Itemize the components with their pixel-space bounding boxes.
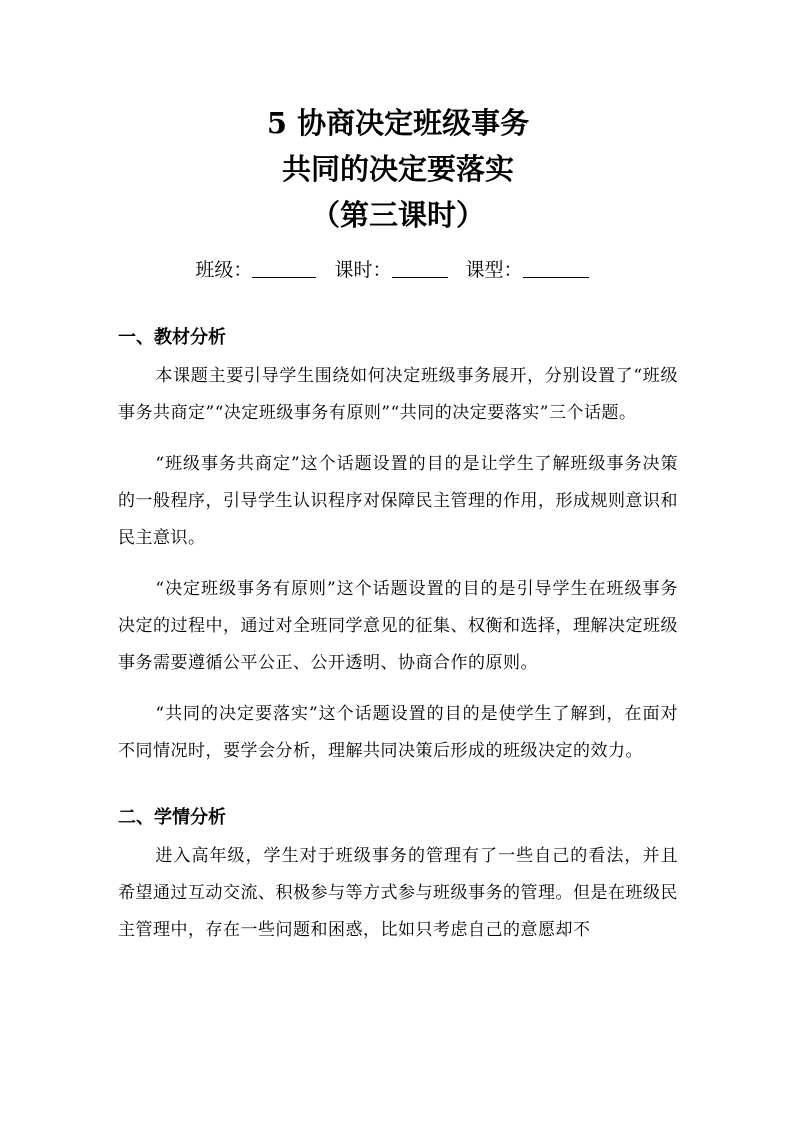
meta-info-line — [118, 256, 678, 284]
paragraph: “共同的决定要落实”这个话题设置的目的是使学生了解到，在面对不同情况时，要学会分析，理解共同决策后形成的班级决定的效力。 — [118, 704, 678, 761]
title-lesson: 5 协商决定班级事务 — [266, 106, 530, 140]
class-blank — [252, 259, 316, 278]
paragraph: “决定班级事务有原则”这个话题设置的目的是引导学生在班级事务决定的过程中，通过对全班同学意见的征集、权衡和选择，理解决定班级事务需要遵循公平公正、公开透明、协商合作的原则。 — [118, 579, 678, 673]
class-label: 班级： — [195, 259, 253, 281]
type-label: 课型： — [465, 259, 523, 281]
section-heading-student-analysis: 二、学情分析 — [118, 807, 226, 828]
period-blank — [392, 259, 448, 278]
period-label: 课时： — [334, 259, 392, 281]
document-title — [118, 100, 678, 238]
paragraph: 进入高年级，学生对于班级事务的管理有了一些自己的看法，并且希望通过互动交流、积极参与等方式参与班级事务的管理。但是在班级民主管理中，存在一些问题和困惑，比如只考虑自己的意愿却不 — [118, 846, 678, 940]
title-period: （第三课时） — [310, 198, 485, 232]
paragraph: 本课题主要引导学生围绕如何决定班级事务展开，分别设置了“班级事务共商定”“决定班级事务有原则”“共同的决定要落实”三个话题。 — [118, 366, 678, 423]
type-blank — [523, 259, 589, 278]
paragraph: “班级事务共商定”这个话题设置的目的是让学生了解班级事务决策的一般程序，引导学生认识程序对保障民主管理的作用，形成规则意识和民主意识。 — [118, 454, 678, 548]
title-topic: 共同的决定要落实 — [281, 152, 514, 186]
section-heading-textbook-analysis: 一、教材分析 — [118, 327, 226, 348]
